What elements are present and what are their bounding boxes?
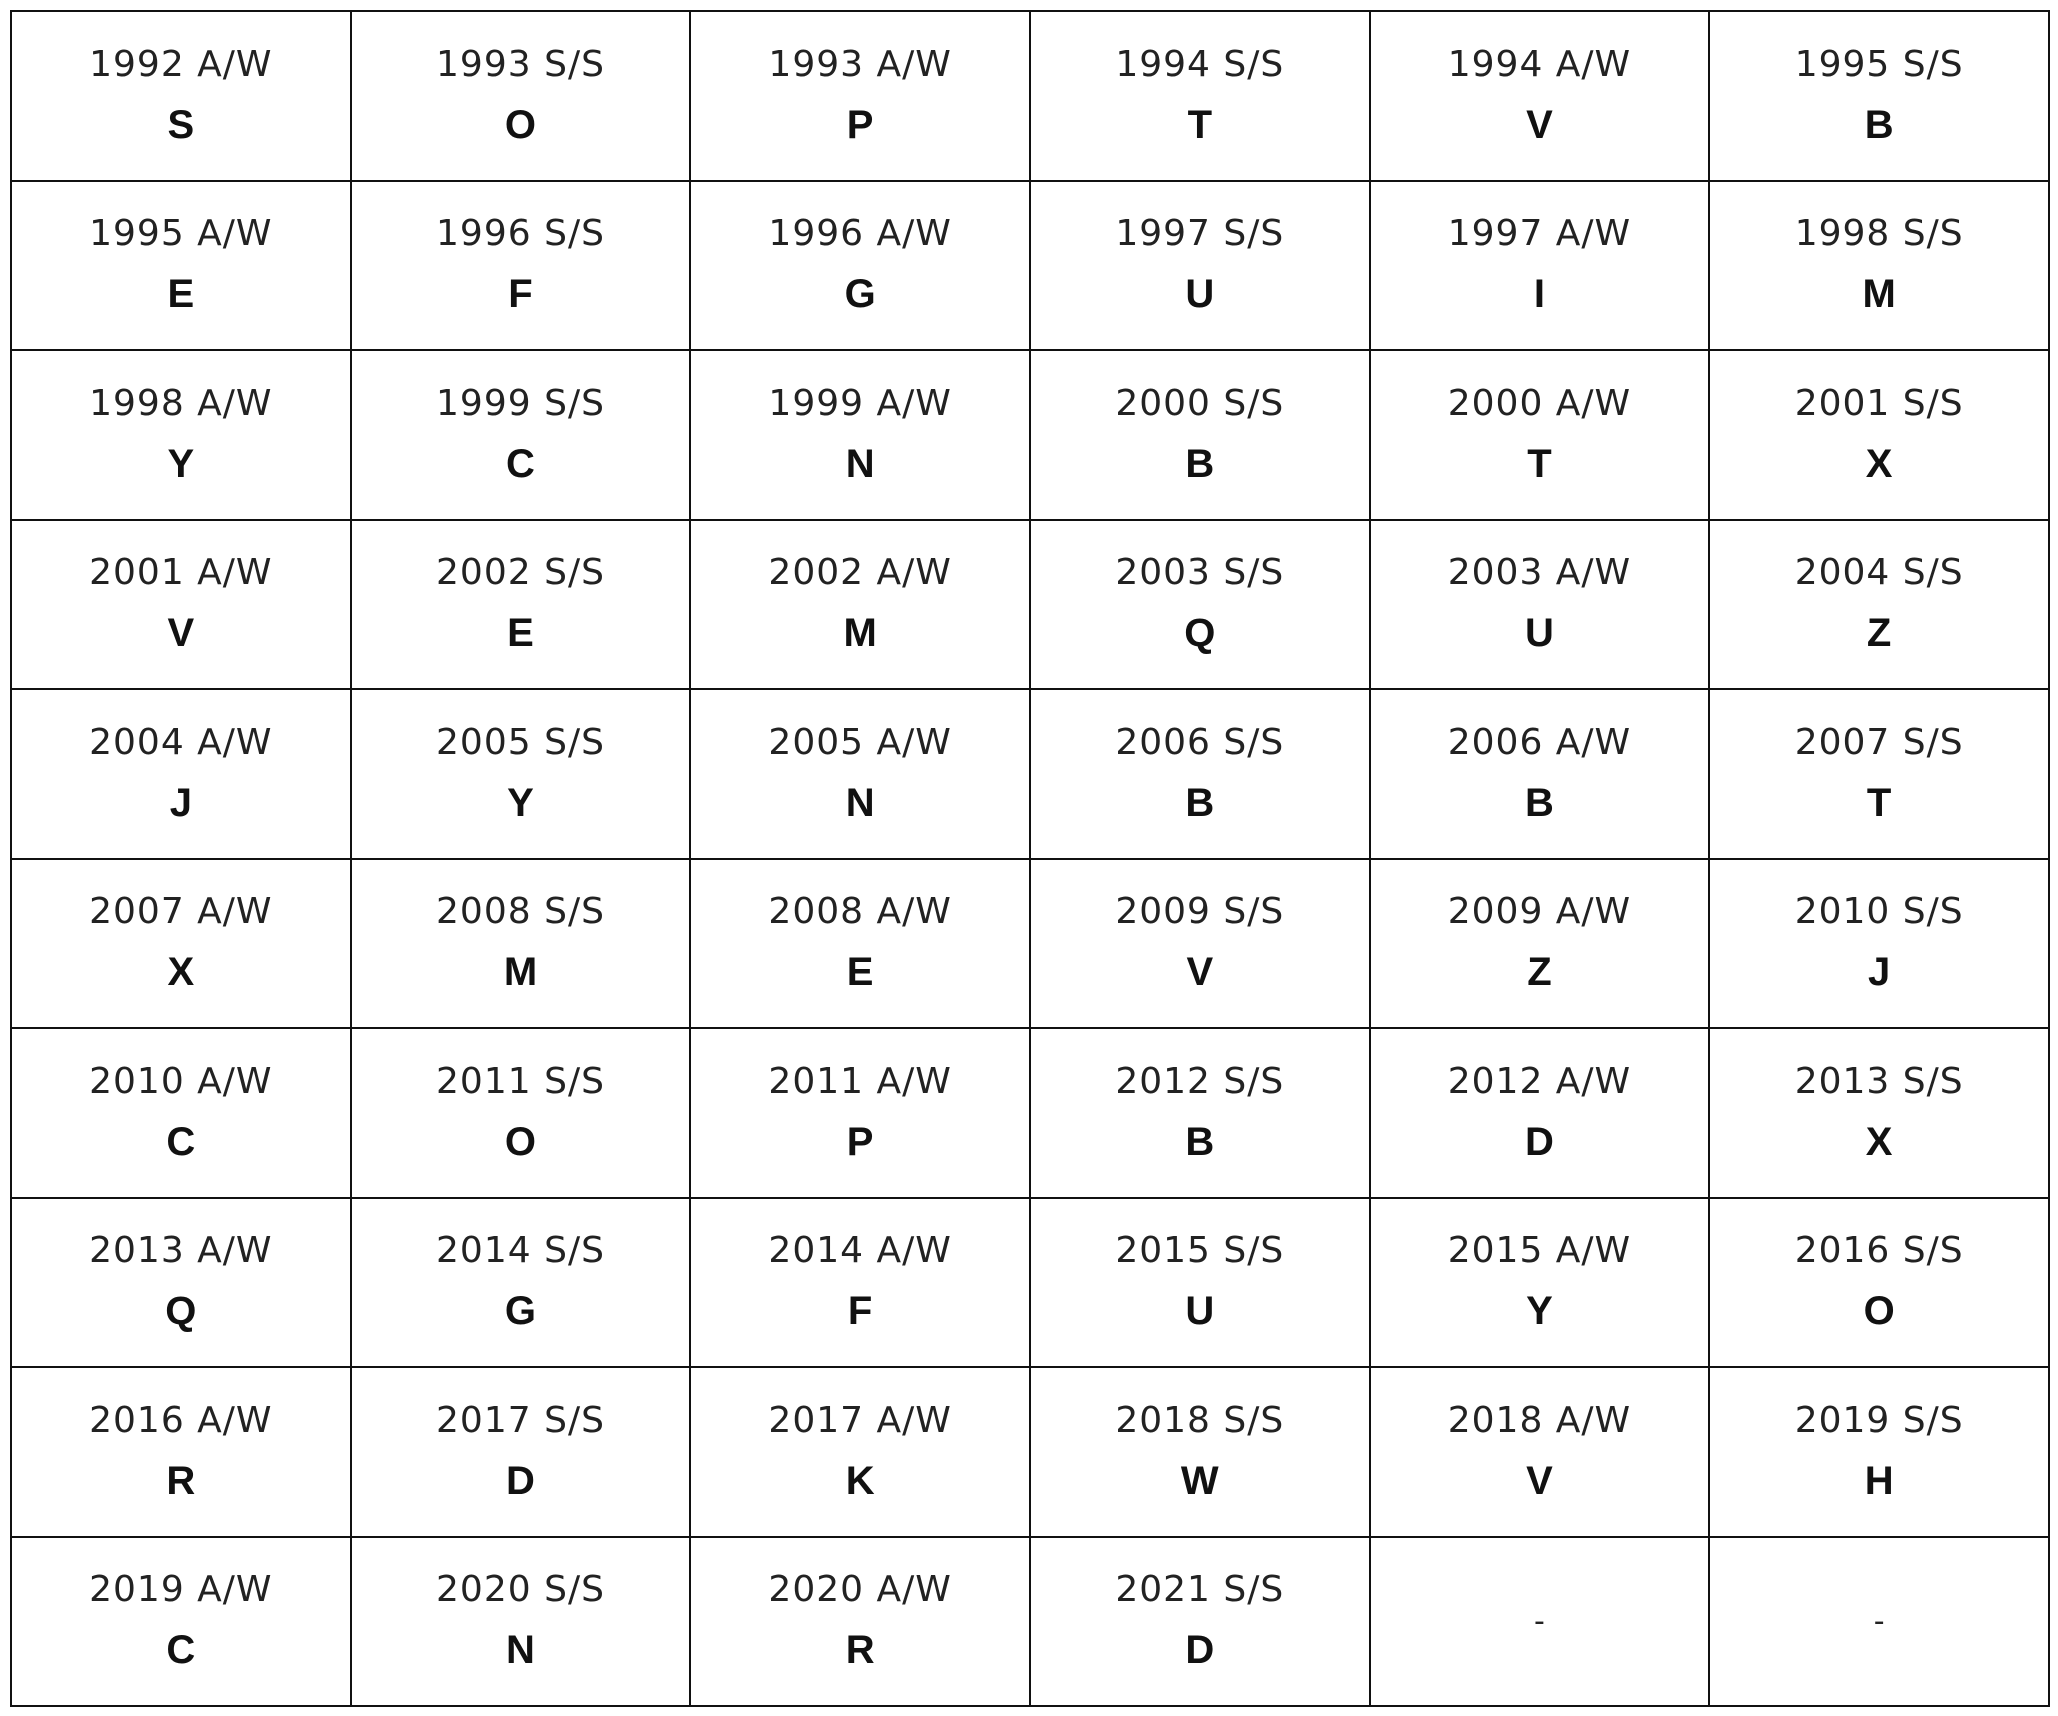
season-code: O bbox=[1863, 1289, 1895, 1334]
cell-content bbox=[1031, 1538, 1369, 1706]
cell-content bbox=[1371, 182, 1709, 350]
cell-content bbox=[352, 1029, 690, 1197]
cell-content bbox=[1371, 1368, 1709, 1536]
season-code: G bbox=[844, 272, 876, 317]
table-cell bbox=[1030, 689, 1370, 859]
season-label: 2003 A/W bbox=[1447, 552, 1632, 594]
season-code: B bbox=[1185, 441, 1215, 486]
season-label: 1993 S/S bbox=[436, 43, 605, 85]
table-cell bbox=[11, 520, 351, 690]
season-code: O bbox=[504, 102, 537, 147]
season-code: R bbox=[845, 1628, 875, 1673]
table-cell bbox=[1030, 859, 1370, 1029]
table-cell bbox=[1709, 11, 2049, 181]
cell-content bbox=[1031, 1199, 1369, 1367]
season-code: Z bbox=[1527, 950, 1552, 995]
season-label: 2013 S/S bbox=[1794, 1060, 1964, 1102]
season-label: 2016 A/W bbox=[89, 1399, 273, 1441]
season-code: Y bbox=[1526, 1289, 1553, 1334]
season-code: Y bbox=[507, 780, 534, 825]
season-label: 2011 A/W bbox=[768, 1060, 952, 1102]
table-cell bbox=[1030, 1028, 1370, 1198]
table-cell bbox=[1370, 1367, 1710, 1537]
cell-content bbox=[352, 690, 690, 858]
season-label: 2002 A/W bbox=[768, 552, 952, 594]
table-cell bbox=[690, 11, 1030, 181]
season-code: N bbox=[845, 780, 875, 825]
cell-content bbox=[691, 12, 1029, 180]
season-code: U bbox=[1185, 272, 1215, 317]
cell-content bbox=[691, 521, 1029, 689]
season-label: 1992 A/W bbox=[89, 43, 273, 85]
cell-content bbox=[352, 182, 690, 350]
empty-cell-mark: - bbox=[1873, 1603, 1885, 1639]
season-code: O bbox=[504, 1119, 537, 1164]
cell-content bbox=[352, 860, 690, 1028]
cell-content bbox=[1031, 182, 1369, 350]
table-cell bbox=[690, 1367, 1030, 1537]
table-row bbox=[11, 11, 2049, 181]
season-label: 2012 S/S bbox=[1115, 1060, 1285, 1102]
cell-content bbox=[1710, 1538, 2048, 1706]
table-cell bbox=[690, 859, 1030, 1029]
table-cell bbox=[1370, 520, 1710, 690]
season-code: S bbox=[167, 102, 195, 147]
cell-content bbox=[691, 860, 1029, 1028]
cell-content bbox=[12, 1538, 350, 1706]
season-label: 2011 S/S bbox=[436, 1060, 605, 1102]
cell-content bbox=[1371, 1029, 1709, 1197]
cell-content bbox=[12, 12, 350, 180]
cell-content bbox=[1371, 1538, 1709, 1706]
table-cell bbox=[690, 520, 1030, 690]
season-label: 2020 S/S bbox=[436, 1569, 605, 1611]
table-cell bbox=[351, 181, 691, 351]
season-label: 2006 S/S bbox=[1115, 721, 1285, 763]
season-label: 2018 S/S bbox=[1115, 1399, 1285, 1441]
season-label: 2020 A/W bbox=[768, 1569, 952, 1611]
table-cell bbox=[690, 181, 1030, 351]
cell-content bbox=[1031, 12, 1369, 180]
season-label: 2018 A/W bbox=[1447, 1399, 1632, 1441]
cell-content bbox=[1710, 182, 2048, 350]
season-code: P bbox=[846, 1119, 874, 1164]
table-cell bbox=[11, 689, 351, 859]
cell-content bbox=[1031, 521, 1369, 689]
season-label: 2003 S/S bbox=[1115, 552, 1285, 594]
season-code: N bbox=[845, 441, 875, 486]
table-row bbox=[11, 1198, 2049, 1368]
table-cell bbox=[690, 689, 1030, 859]
table-cell bbox=[11, 1367, 351, 1537]
season-code: E bbox=[846, 950, 874, 995]
cell-content bbox=[1031, 1368, 1369, 1536]
table-cell bbox=[351, 1537, 691, 1707]
table-cell bbox=[351, 520, 691, 690]
season-label: 2007 A/W bbox=[89, 891, 273, 933]
season-code: Y bbox=[167, 441, 195, 486]
season-code: M bbox=[1862, 272, 1896, 317]
table-cell bbox=[1370, 1537, 1710, 1707]
season-code: F bbox=[847, 1289, 873, 1334]
table-cell bbox=[351, 1367, 691, 1537]
season-code: B bbox=[1185, 1119, 1215, 1164]
table-cell bbox=[1370, 689, 1710, 859]
table-row bbox=[11, 689, 2049, 859]
season-label: 2004 S/S bbox=[1794, 552, 1964, 594]
table-cell bbox=[11, 350, 351, 520]
cell-content bbox=[1031, 860, 1369, 1028]
table-cell bbox=[1030, 1367, 1370, 1537]
table-cell bbox=[1370, 1198, 1710, 1368]
table-cell bbox=[351, 859, 691, 1029]
cell-content bbox=[1371, 690, 1709, 858]
season-code: D bbox=[1525, 1119, 1554, 1164]
table-cell bbox=[1030, 181, 1370, 351]
cell-content bbox=[12, 182, 350, 350]
season-code: V bbox=[1186, 950, 1214, 995]
season-label: 2005 S/S bbox=[436, 721, 605, 763]
table-cell bbox=[1370, 11, 1710, 181]
season-label: 1996 S/S bbox=[436, 213, 605, 255]
cell-content bbox=[1710, 521, 2048, 689]
season-code: K bbox=[845, 1458, 875, 1503]
cell-content bbox=[352, 521, 690, 689]
season-code: E bbox=[507, 611, 534, 656]
season-label: 2021 S/S bbox=[1115, 1569, 1285, 1611]
season-code: B bbox=[1185, 780, 1215, 825]
season-label: 2010 S/S bbox=[1794, 891, 1964, 933]
season-label: 1993 A/W bbox=[768, 43, 952, 85]
cell-content bbox=[691, 1368, 1029, 1536]
table-cell bbox=[1370, 1028, 1710, 1198]
season-label: 2004 A/W bbox=[89, 721, 273, 763]
cell-content bbox=[1371, 521, 1709, 689]
table-cell bbox=[1030, 11, 1370, 181]
cell-content bbox=[12, 860, 350, 1028]
cell-content bbox=[691, 1029, 1029, 1197]
season-code: D bbox=[1185, 1628, 1215, 1673]
table-cell bbox=[351, 1028, 691, 1198]
season-label: 2015 S/S bbox=[1115, 1230, 1285, 1272]
table-row bbox=[11, 1028, 2049, 1198]
table-row bbox=[11, 1367, 2049, 1537]
season-label: 1994 A/W bbox=[1447, 43, 1632, 85]
season-label: 1999 A/W bbox=[768, 382, 952, 424]
table-cell bbox=[690, 1537, 1030, 1707]
cell-content bbox=[352, 1368, 690, 1536]
table-cell bbox=[11, 11, 351, 181]
cell-content bbox=[12, 1029, 350, 1197]
table-cell bbox=[1030, 1198, 1370, 1368]
season-label: 2000 S/S bbox=[1115, 382, 1285, 424]
season-label: 1998 S/S bbox=[1794, 213, 1964, 255]
season-label: 2019 A/W bbox=[89, 1569, 273, 1611]
table-row bbox=[11, 181, 2049, 351]
season-code: J bbox=[1868, 950, 1891, 995]
cell-content bbox=[1371, 351, 1709, 519]
season-code: E bbox=[167, 272, 195, 317]
season-label: 1997 A/W bbox=[1447, 213, 1632, 255]
table-cell bbox=[1709, 1367, 2049, 1537]
table-cell bbox=[1370, 859, 1710, 1029]
table-cell bbox=[690, 1198, 1030, 1368]
table-cell bbox=[1030, 350, 1370, 520]
season-code: X bbox=[167, 950, 195, 995]
cell-content bbox=[1371, 12, 1709, 180]
table-cell bbox=[351, 1198, 691, 1368]
season-code: N bbox=[506, 1628, 535, 1673]
cell-content bbox=[691, 690, 1029, 858]
table-row bbox=[11, 350, 2049, 520]
table-cell bbox=[1709, 1537, 2049, 1707]
table-cell bbox=[351, 689, 691, 859]
season-label: 2008 A/W bbox=[768, 891, 952, 933]
season-label: 2012 A/W bbox=[1447, 1060, 1632, 1102]
season-label: 1994 S/S bbox=[1115, 43, 1285, 85]
season-label: 2009 S/S bbox=[1115, 891, 1285, 933]
cell-content bbox=[1710, 1368, 2048, 1536]
season-label: 2001 S/S bbox=[1794, 382, 1964, 424]
table-row bbox=[11, 1537, 2049, 1707]
season-code: J bbox=[169, 780, 192, 825]
table-cell bbox=[1709, 1198, 2049, 1368]
cell-content bbox=[352, 1538, 690, 1706]
season-code: V bbox=[1526, 102, 1553, 147]
table-cell bbox=[1030, 1537, 1370, 1707]
season-label: 1995 S/S bbox=[1794, 43, 1964, 85]
season-code: G bbox=[504, 1289, 537, 1334]
table-cell bbox=[1030, 520, 1370, 690]
season-label: 1998 A/W bbox=[89, 382, 273, 424]
cell-content bbox=[12, 1199, 350, 1367]
season-code: C bbox=[166, 1628, 196, 1673]
season-code: W bbox=[1180, 1458, 1219, 1503]
season-label: 2010 A/W bbox=[89, 1060, 273, 1102]
table-cell bbox=[11, 1537, 351, 1707]
cell-content bbox=[352, 1199, 690, 1367]
season-label: 2001 A/W bbox=[89, 552, 273, 594]
season-code: F bbox=[508, 272, 533, 317]
season-code: M bbox=[503, 950, 538, 995]
cell-content bbox=[1710, 690, 2048, 858]
table-cell bbox=[11, 1198, 351, 1368]
season-label: 2015 A/W bbox=[1447, 1230, 1632, 1272]
cell-content bbox=[1710, 351, 2048, 519]
cell-content bbox=[1031, 351, 1369, 519]
table-cell bbox=[690, 1028, 1030, 1198]
cell-content bbox=[1710, 12, 2048, 180]
season-code: U bbox=[1185, 1289, 1215, 1334]
season-code: U bbox=[1525, 611, 1554, 656]
table-cell bbox=[690, 350, 1030, 520]
season-code: V bbox=[167, 611, 195, 656]
cell-content bbox=[1371, 1199, 1709, 1367]
table-row bbox=[11, 859, 2049, 1029]
season-label: 2008 S/S bbox=[436, 891, 605, 933]
season-label: 2007 S/S bbox=[1794, 721, 1964, 763]
season-label: 2002 S/S bbox=[436, 552, 605, 594]
cell-content bbox=[1710, 1029, 2048, 1197]
table-cell bbox=[1709, 350, 2049, 520]
cell-content bbox=[691, 182, 1029, 350]
season-label: 2014 S/S bbox=[436, 1230, 605, 1272]
table-cell bbox=[1370, 350, 1710, 520]
season-label: 2017 A/W bbox=[768, 1399, 952, 1441]
season-code: T bbox=[1527, 441, 1552, 486]
season-label: 2000 A/W bbox=[1447, 382, 1632, 424]
table-cell bbox=[1709, 181, 2049, 351]
season-code: Z bbox=[1866, 611, 1892, 656]
season-code: P bbox=[846, 102, 874, 147]
table-cell bbox=[11, 1028, 351, 1198]
season-label: 2009 A/W bbox=[1447, 891, 1632, 933]
season-label: 1997 S/S bbox=[1115, 213, 1285, 255]
cell-content bbox=[1031, 690, 1369, 858]
season-code: D bbox=[506, 1458, 535, 1503]
cell-content bbox=[1031, 1029, 1369, 1197]
season-label: 2014 A/W bbox=[768, 1230, 952, 1272]
table-cell bbox=[1370, 181, 1710, 351]
table-cell bbox=[351, 11, 691, 181]
season-code: M bbox=[843, 611, 877, 656]
table-row bbox=[11, 520, 2049, 690]
cell-content bbox=[12, 521, 350, 689]
cell-content bbox=[12, 1368, 350, 1536]
season-code: Q bbox=[1184, 611, 1216, 656]
cell-content bbox=[691, 1199, 1029, 1367]
season-code: I bbox=[1533, 272, 1546, 317]
cell-content bbox=[12, 690, 350, 858]
table-cell bbox=[1709, 859, 2049, 1029]
cell-content bbox=[691, 1538, 1029, 1706]
table-cell bbox=[11, 181, 351, 351]
season-label: 2016 S/S bbox=[1794, 1230, 1964, 1272]
empty-cell-mark: - bbox=[1534, 1603, 1545, 1639]
table-cell bbox=[1709, 520, 2049, 690]
season-code: B bbox=[1525, 780, 1554, 825]
cell-content bbox=[12, 351, 350, 519]
table-cell bbox=[1709, 1028, 2049, 1198]
cell-content bbox=[691, 351, 1029, 519]
cell-content bbox=[352, 351, 690, 519]
season-code: X bbox=[1865, 441, 1893, 486]
season-label: 2017 S/S bbox=[436, 1399, 605, 1441]
season-code: C bbox=[506, 441, 535, 486]
season-label: 1995 A/W bbox=[89, 213, 273, 255]
table-cell bbox=[351, 350, 691, 520]
season-code-table bbox=[10, 10, 2050, 1707]
season-label: 1999 S/S bbox=[436, 382, 605, 424]
season-code: H bbox=[1864, 1458, 1894, 1503]
season-label: 2013 A/W bbox=[89, 1230, 273, 1272]
season-code: Q bbox=[165, 1289, 197, 1334]
season-label: 2006 A/W bbox=[1447, 721, 1632, 763]
table-body bbox=[11, 11, 2049, 1706]
season-label: 1996 A/W bbox=[768, 213, 952, 255]
cell-content bbox=[352, 12, 690, 180]
season-code: C bbox=[166, 1119, 196, 1164]
table-cell bbox=[1709, 689, 2049, 859]
season-label: 2005 A/W bbox=[768, 721, 952, 763]
table-cell bbox=[11, 859, 351, 1029]
cell-content bbox=[1710, 860, 2048, 1028]
season-code: X bbox=[1865, 1119, 1893, 1164]
cell-content bbox=[1710, 1199, 2048, 1367]
season-code: B bbox=[1864, 102, 1894, 147]
season-code: R bbox=[166, 1458, 196, 1503]
cell-content bbox=[1371, 860, 1709, 1028]
season-code: T bbox=[1187, 102, 1213, 147]
season-code: V bbox=[1526, 1458, 1553, 1503]
season-code: T bbox=[1866, 780, 1892, 825]
season-label: 2019 S/S bbox=[1794, 1399, 1964, 1441]
